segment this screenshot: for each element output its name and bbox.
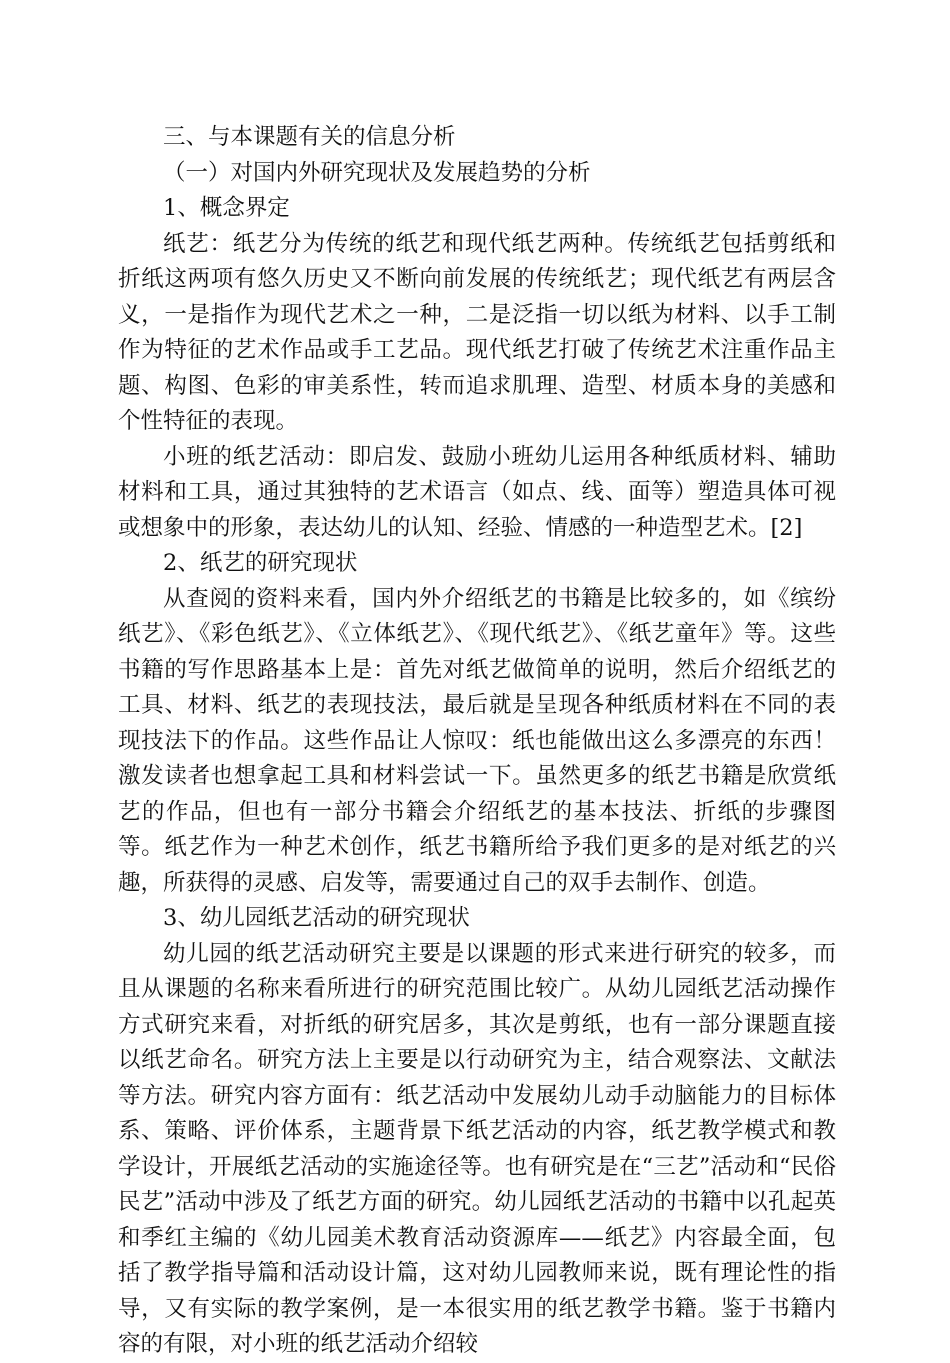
research-status-paragraph: 从查阅的资料来看，国内外介绍纸艺的书籍是比较多的，如《缤纷纸艺》、《彩色纸艺》、《立体纸艺》、《现代纸艺》、《纸艺童年》等。这些书籍的写作思路基本上是：首先对纸艺做简单的说明，然后介绍纸艺的工具、材料、纸艺的表现技法，最后就是呈现各种纸质材料在不同的表现技法下的作品。这些作品让人惊叹：纸也能做出这么多漂亮的东西！激发读者也想拿起工具和材料尝试一下。虽然更多的纸艺书籍是欣赏纸艺的作品，但也有一部分书籍会介绍纸艺的基本技法、折纸的步骤图等。纸艺作为一种艺术创作，纸艺书籍所给予我们更多的是对纸艺的兴趣，所获得的灵感、启发等，需要通过自己的双手去制作、创造。	[118, 585, 836, 896]
kindergarten-research-paragraph: 幼儿园的纸艺活动研究主要是以课题的形式来进行研究的较多，而且从课题的名称来看所进行的研究范围比较广。从幼儿园纸艺活动操作方式研究来看，对折纸的研究居多，其次是剪纸，也有一部分课题直接以纸艺命名。研究方法上主要是以行动研究为主，结合观察法、文献法等方法。研究内容方面有：纸艺活动中发展幼儿动手动脑能力的目标体系、策略、评价体系，主题背景下纸艺活动的内容，纸艺教学模式和教学设计，开展纸艺活动的实施途径等。也有研究是在“三艺”活动和“民俗民艺”活动中涉及了纸艺方面的研究。幼儿园纸艺活动的书籍中以孔起英和季红主编的《幼儿园美术教育活动资源库——纸艺》内容最全面，包括了教学指导篇和活动设计篇，这对幼儿园教师来说，既有理论性的指导，又有实际的教学案例，是一本很实用的纸艺教学书籍。鉴于书籍内容的有限，对小班的纸艺活动介绍较	[118, 940, 836, 1357]
subsection-heading: （一）对国内外研究现状及发展趋势的分析	[163, 159, 591, 186]
section-heading: 三、与本课题有关的信息分析	[163, 124, 456, 150]
paper-art-definition-paragraph: 纸艺：纸艺分为传统的纸艺和现代纸艺两种。传统纸艺包括剪纸和折纸这两项有悠久历史又不断向前发展的传统纸艺；现代纸艺有两层含义，一是指作为现代艺术之一种，二是泛指一切以纸为材料、以手工制作为特征的艺术作品或手工艺品。现代纸艺打破了传统艺术注重作品主题、构图、色彩的审美系性，转而追求肌理、造型、材质本身的美感和个性特征的表现。	[118, 230, 836, 434]
kindergarten-research-heading: 3、幼儿园纸艺活动的研究现状	[163, 905, 470, 931]
concept-definition-heading: 1、概念界定	[163, 195, 290, 221]
document-page	[118, 120, 836, 1363]
research-status-heading: 2、纸艺的研究现状	[163, 550, 358, 576]
small-class-activity-paragraph: 小班的纸艺活动：即启发、鼓励小班幼儿运用各种纸质材料、辅助材料和工具，通过其独特的艺术语言（如点、线、面等）塑造具体可视或想象中的形象，表达幼儿的认知、经验、情感的一种造型艺术。[2]	[118, 443, 836, 541]
